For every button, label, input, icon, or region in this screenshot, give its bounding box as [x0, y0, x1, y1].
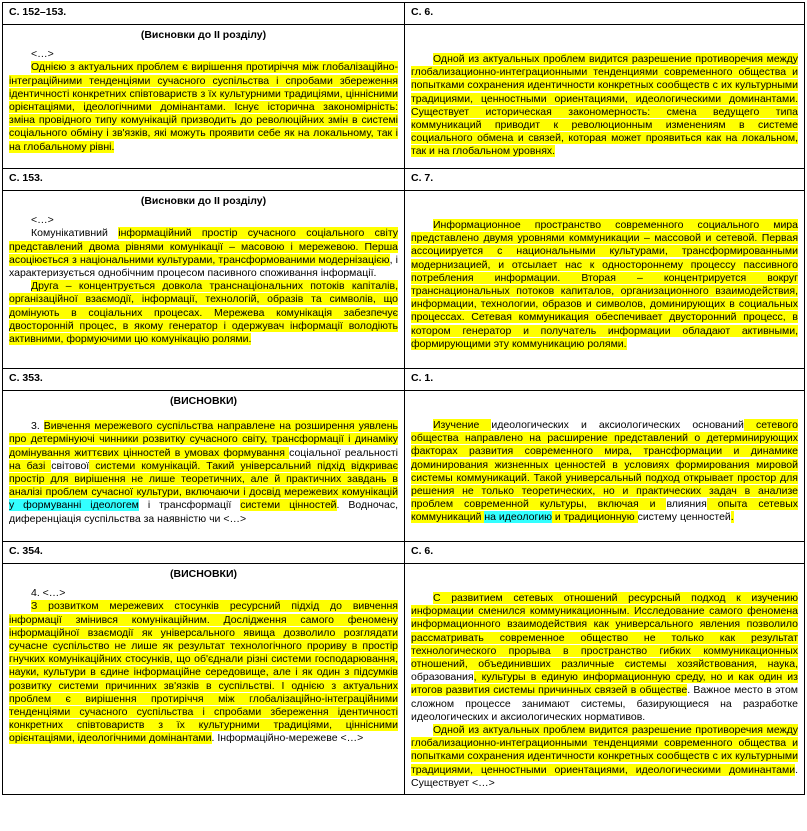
left-page-ref: С. 152–153.	[3, 3, 405, 25]
table-row	[3, 391, 805, 542]
excerpt-paragraph	[9, 420, 398, 526]
left-page-ref: С. 354.	[3, 542, 405, 564]
section-heading: (ВИСНОВКИ)	[170, 568, 237, 580]
left-page-ref: С. 353.	[3, 369, 405, 391]
ellipsis: <…>	[31, 214, 54, 227]
plain-text: соціальної реальності	[289, 446, 398, 459]
plain-text: . Інформаційно-мережеве <…>	[211, 732, 364, 745]
section-heading: (Висновки до ІІ розділу)	[140, 29, 267, 41]
highlighted-text: Одной из актуальных проблем видится разрешение противоречия между глобализационно-интеграционными тенденциями современного общества и попытками сохранения идентичности конкретных сообществ с их культурными традициями, ценностными ориентациями, идеологическими доминантами. Существует историческая закономерность: смена ведущего типа коммуникаций приводит к революционным изменениям в системе социального обмена и связей, которая может проявиться как на локальном, так и на глобальном уровнях.	[411, 53, 798, 158]
table-row	[3, 564, 805, 795]
plain-text: . Важное место в этом сложном процессе занимают системы, базирующиеся на разработке идеологических и аксиологических нормативов.	[411, 684, 799, 723]
excerpt-paragraph	[9, 227, 398, 280]
highlighted-text: системи цінностей	[240, 499, 337, 512]
highlighted-text: інформаційний простір сучасного соціального світу представлений двома рівнями комунікації – масовою і мережевою. Перша асоціюється з національними культурами, трансформованими модернізацією	[9, 227, 398, 266]
highlighted-text: .	[730, 511, 734, 524]
section-heading: (ВИСНОВКИ)	[170, 395, 237, 407]
section-heading: (Висновки до ІІ розділу)	[140, 195, 267, 207]
highlighted-text: З розвитком мережевих стосунків ресурсний підхід до вивчення інформації змінився комунікаційним. Дослідження самого феномену інформаційної взаємодії як універсального явища дозволило розглядати сучасне суспільство не лише як результат технологічного прориву в простір гнучких комунікаційних стосунків, що об'єднали різні системи господарювання, науки, культури в єдине інформаційне середовище, але і як один з підсумків розвитку системи причинних зв'язків в суспільстві.	[9, 600, 398, 692]
row-header	[3, 542, 805, 564]
right-page-ref: С. 6.	[405, 542, 805, 564]
highlighted-text: , культуры в единую информационную среду, но и как один из итогов развития системы причинных связей в обществе	[411, 671, 798, 697]
ellipsis: <…>	[31, 48, 54, 61]
excerpt-paragraph	[411, 219, 798, 351]
plain-text: систему ценностей	[637, 511, 731, 524]
row-header	[3, 369, 805, 391]
left-page-ref: С. 153.	[3, 169, 405, 191]
highlighted-text: І однією з актуальних проблем є вирішення протиріччя між глобалізаційно-інтеграційними тенденціями сучасного суспільства і спробами збереження ідентичності конкретних співтовариств з їх культурними традиціями, ціннісними орієнтаціями, ідеологічними домінантами	[9, 679, 398, 745]
highlighted-text: С развитием сетевых отношений ресурсный подход к изучению информации сменился коммуникационным. Исследование самого феномена информационного взаимодействия как универсального явления позволило рассматривать современное общество не только как результат технологического прорыва в пространство гибких коммуникационных отношений, объединивших различные системы хозяйствования, наука,	[411, 592, 798, 671]
highlighted-text: системи комунікацій. Такий універсальний підхід відкриває простір для вирішення не лише теоретичних, але й практичних завдань в аналізі проблем сучасної культури, включаючи і досвід мережевих комунікацій	[9, 459, 398, 499]
highlighted-text: на базі	[9, 459, 52, 472]
excerpt-paragraph	[9, 280, 398, 346]
plain-text: . Водночас, диференціація суспільства за наявністю чи <…>	[9, 499, 398, 525]
plain-text: влияния	[666, 498, 707, 511]
left-excerpt	[3, 564, 405, 795]
highlighted-text: Друга – концентрується довкола транснаціональних потоків капіталів, організаційної взаємодії, інформації, технологій, образів та символів, що домінують в соціальних процесах. Мережева комунікація забезпечує двосторонній процес, в якому генератор і одержувач інформації володіють активними, формуючими цю комунікацію ролями.	[9, 280, 398, 346]
plain-text: образования	[411, 671, 474, 684]
row-header	[3, 169, 805, 191]
highlighted-text: опыта сетевых коммуникаций	[411, 498, 798, 524]
plain-text: , і характеризується однобічним процесом пасивного споживання інформації.	[9, 253, 398, 280]
right-page-ref: С. 1.	[405, 369, 805, 391]
excerpt-paragraph	[411, 724, 798, 790]
plain-text: идеологических и аксиологических оснований	[491, 419, 744, 431]
highlighted-text: и традиционную	[552, 511, 638, 524]
excerpt-paragraph	[411, 419, 798, 525]
plain-text: і трансформації	[138, 499, 241, 512]
comparison-table	[2, 2, 805, 795]
table-row	[3, 191, 805, 369]
highlighted-text: Изучение	[433, 419, 492, 431]
excerpt-paragraph	[9, 61, 398, 153]
highlighted-text: Информационное пространство современного социального мира представлено двумя уровнями коммуникации – массовой и сетевой. Первая ассоциируется с национальными культурами, трансформированными модернизацией, и отсылает нас к одностороннему процессу пассивного потребления информации. Вторая – концентрируется вокруг транснациональных потоков капиталов, организационного взаимодействия, информации, технологии, образов и символов, доминирующих в социальных процессах. Сетевая коммуникация обеспечивает двусторонний процесс, в котором генератор и получатель информации обладают активными, формирующими эту коммуникацию ролями.	[411, 219, 798, 350]
highlighted-text: сетевого общества направлено на расширение представлений о детерминирующих факторах развития современного мира, трансформации и динамике доминирования жизненных ценностей в условиях формирования мировой системы коммуникаций. Такой универсальный подход открывает простор для решения не только теоретических, но и практических задач в анализе проблем современной культуры, включая и	[411, 419, 798, 511]
row-header	[3, 3, 805, 25]
plain-text: . Существует <…>	[411, 763, 798, 789]
right-excerpt	[405, 391, 805, 542]
right-excerpt	[405, 25, 805, 169]
excerpt-paragraph	[9, 600, 398, 745]
highlighted-text: Вивчення мережевого суспільства направлене на розширення уявлень про детермінуючі чинники розвитку сучасного світу, трансформації і динаміку домінування життєвих цінностей в умовах формування	[9, 420, 398, 459]
plain-text: 3.	[31, 420, 44, 433]
right-page-ref: С. 7.	[405, 169, 805, 191]
left-excerpt	[3, 25, 405, 169]
cyan-highlighted-text: на идеологию	[484, 511, 553, 524]
plain-text: світової	[51, 459, 90, 472]
right-excerpt	[405, 191, 805, 369]
ellipsis: 4. <…>	[31, 587, 66, 600]
table-row	[3, 25, 805, 169]
left-excerpt	[3, 391, 405, 542]
cyan-highlighted-text: у формуванні ідеологем	[9, 499, 139, 512]
excerpt-paragraph	[411, 53, 798, 159]
plain-text: Комунікативний	[31, 227, 119, 240]
highlighted-text: Одной из актуальных проблем видится разрешение противоречия между глобализационно-интеграционными тенденциями современного общества и попытками сохранения идентичности конкретных сообществ с их культурными традициями, ценностными ориентациями, идеологическими доминантами	[411, 724, 798, 776]
excerpt-paragraph	[411, 592, 798, 724]
highlighted-text: Однією з актуальних проблем є вирішення протиріччя між глобалізаційно-інтеграційними тенденціями сучасного суспільства і спробами збереження ідентичності конкретних співтовариств з їх культурними традиціями, ціннісними орієнтаціями, ідеологічними домінантами. Існує історична закономірність: зміна провідного типу комунікацій призводить до революційних змін в системі соціального обміну і зв'язків, які можуть проявити себе як на локальному, так і на глобальному рівні.	[9, 61, 398, 153]
left-excerpt	[3, 191, 405, 369]
right-excerpt	[405, 564, 805, 795]
right-page-ref: С. 6.	[405, 3, 805, 25]
